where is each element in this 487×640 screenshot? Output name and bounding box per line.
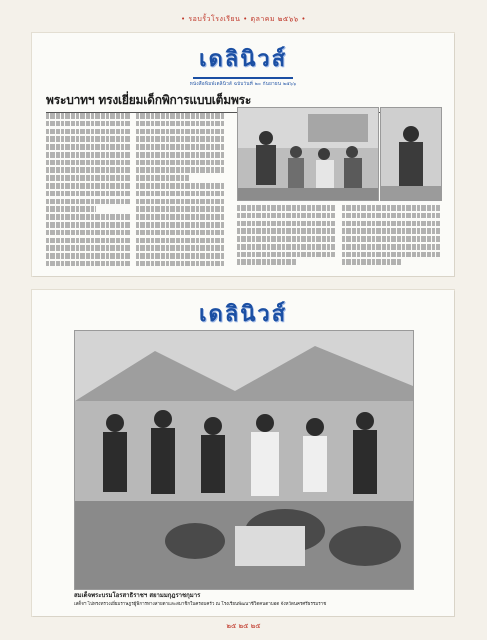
- running-head: • รอบรั้วโรงเรียน • ตุลาคม ๒๕๖๖ •: [181, 15, 306, 23]
- article-headline: พระบาทฯ ทรงเยี่ยมเด็กพิการแบบเต็มพระ: [46, 91, 442, 113]
- article-column-2: [136, 113, 224, 271]
- article-column-3: [237, 205, 335, 271]
- news-clipping-1: [32, 33, 454, 276]
- news-photo-1: [237, 107, 379, 201]
- masthead-block: [32, 41, 454, 87]
- caption-text: เสด็จฯ ไปทรงทรวงเยี่ยมราษฎรผู้พิการทางสายตาและสมาชิกในครอบครัว ณ โรงเรียนพัฒนาชีวิตคนตาบอด จังหวัดนครศรีธรรมราช: [74, 602, 327, 607]
- news-photo-1b: [380, 107, 442, 201]
- page-number: ๒๕ ๒๕ ๒๕: [226, 622, 261, 630]
- newspaper-masthead-2: เดลินิวส์: [193, 296, 293, 334]
- article-column-1: [46, 113, 130, 271]
- news-photo-2: [74, 330, 414, 590]
- caption-title: สมเด็จพระบรมโอรสาธิราชฯ สยามมกุฎราชกุมาร: [74, 592, 201, 599]
- news-clipping-2: [32, 290, 454, 616]
- masthead-subtitle: หนังสือพิมพ์เดลินิวส์ ฉบับวันที่ ๒๐ กันยายน ๒๕๖๖: [189, 82, 297, 87]
- newspaper-masthead: เดลินิวส์: [193, 41, 293, 79]
- article-column-4: [342, 205, 440, 271]
